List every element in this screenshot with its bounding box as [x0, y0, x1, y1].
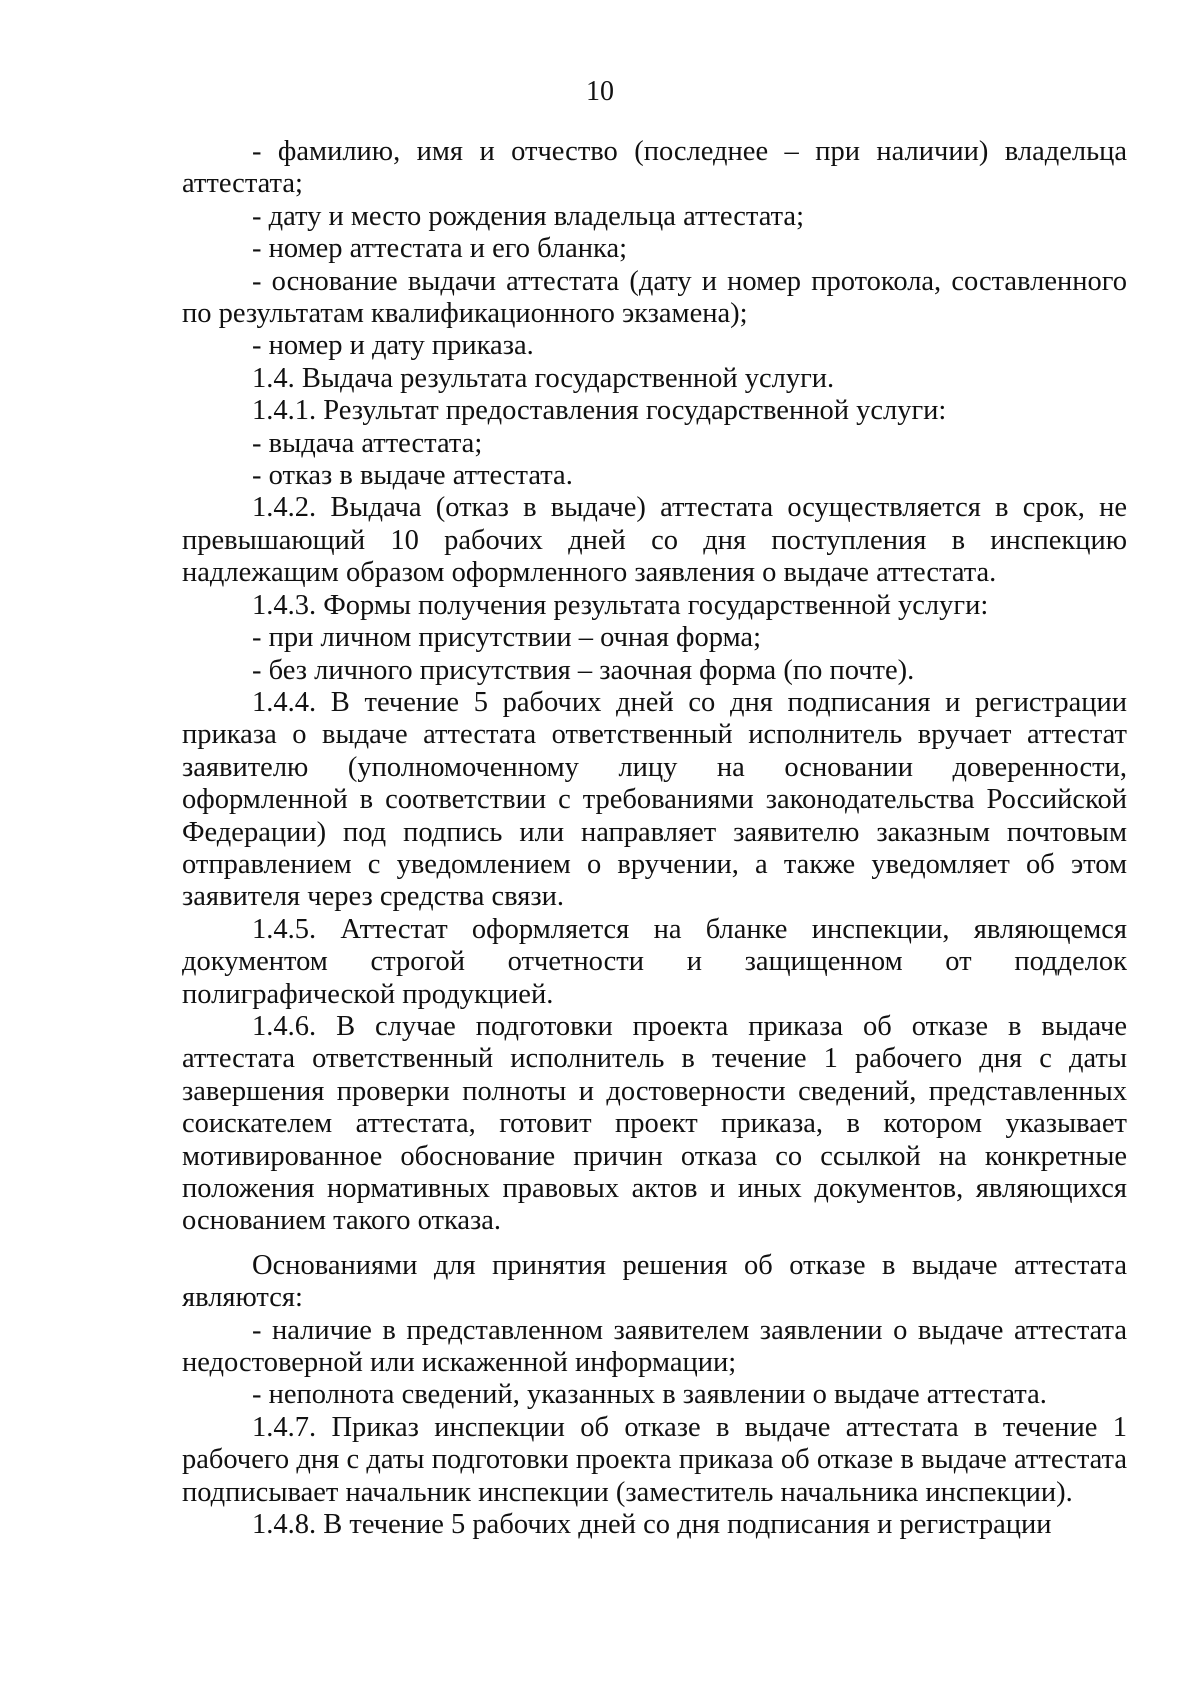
- list-item-false-info: - наличие в представленном заявителем заявлении о выдаче аттестата недостоверной или искаженной информации;: [182, 1314, 1127, 1379]
- paragraph-issue-basis: - основание выдачи аттестата (дату и номер протокола, составленного по результатам квалификационного экзамена);: [182, 265, 1127, 330]
- list-item-incomplete-info: - неполнота сведений, указанных в заявлении о выдаче аттестата.: [252, 1379, 1047, 1411]
- section-1-4-1: 1.4.1. Результат предоставления государственной услуги:: [252, 395, 947, 427]
- section-1-4-7: 1.4.7. Приказ инспекции об отказе в выдаче аттестата в течение 1 рабочего дня с даты подготовки проекта приказа об отказе в выдаче аттестата подписывает начальник инспекции (заместитель начальника инспекции).: [182, 1411, 1127, 1508]
- page-number: 10: [586, 76, 614, 107]
- list-item-in-person: - при личном присутствии – очная форма;: [252, 622, 761, 654]
- list-item-issue: - выдача аттестата;: [252, 427, 483, 459]
- paragraph-birth-date: - дату и место рождения владельца аттестата;: [252, 200, 804, 232]
- list-item-refusal: - отказ в выдаче аттестата.: [252, 460, 573, 492]
- paragraph-owner-name: - фамилию, имя и отчество (последнее – при наличии) владельца аттестата;: [182, 136, 1127, 200]
- section-1-4-5: 1.4.5. Аттестат оформляется на бланке инспекции, являющемся документом строгой отчетности и защищенном от подделок полиграфической продукцией.: [182, 913, 1127, 1010]
- section-1-4-4: 1.4.4. В течение 5 рабочих дней со дня подписания и регистрации приказа о выдаче аттестата ответственный исполнитель вручает аттестат заявителю (уполномоченному лицу на основании доверенности, оформленной в соответствии с требованиями законодательства Российской Федерации) под подпись или направляет заявителю заказным почтовым отправлением с уведомлением о вручении, а также уведомляет об этом заявителя через средства связи.: [182, 686, 1127, 913]
- paragraph-order-number: - номер и дату приказа.: [252, 330, 534, 362]
- section-1-4-heading: 1.4. Выдача результата государственной услуги.: [252, 362, 835, 394]
- paragraph-certificate-number: - номер аттестата и его бланка;: [252, 233, 628, 265]
- section-1-4-8: 1.4.8. В течение 5 рабочих дней со дня подписания и регистрации: [252, 1509, 1052, 1541]
- list-item-by-mail: - без личного присутствия – заочная форма (по почте).: [252, 654, 915, 686]
- document-body: [182, 136, 1127, 1541]
- section-1-4-3: 1.4.3. Формы получения результата государственной услуги:: [252, 589, 989, 621]
- section-1-4-6: 1.4.6. В случае подготовки проекта приказа об отказе в выдаче аттестата ответственный исполнитель в течение 1 рабочего дня с даты завершения проверки полноты и достоверности сведений, представленных соискателем аттестата, готовит проект приказа, в котором указывает мотивированное обоснование причин отказа со ссылкой на конкретные положения нормативных правовых актов и иных документов, являющихся основанием такого отказа.: [182, 1010, 1127, 1237]
- section-1-4-2: 1.4.2. Выдача (отказ в выдаче) аттестата осуществляется в срок, не превышающий 10 рабочих дней со дня поступления в инспекцию надлежащим образом оформленного заявления о выдаче аттестата.: [182, 492, 1127, 589]
- paragraph-refusal-grounds: Основаниями для принятия решения об отказе в выдаче аттестата являются:: [182, 1249, 1127, 1314]
